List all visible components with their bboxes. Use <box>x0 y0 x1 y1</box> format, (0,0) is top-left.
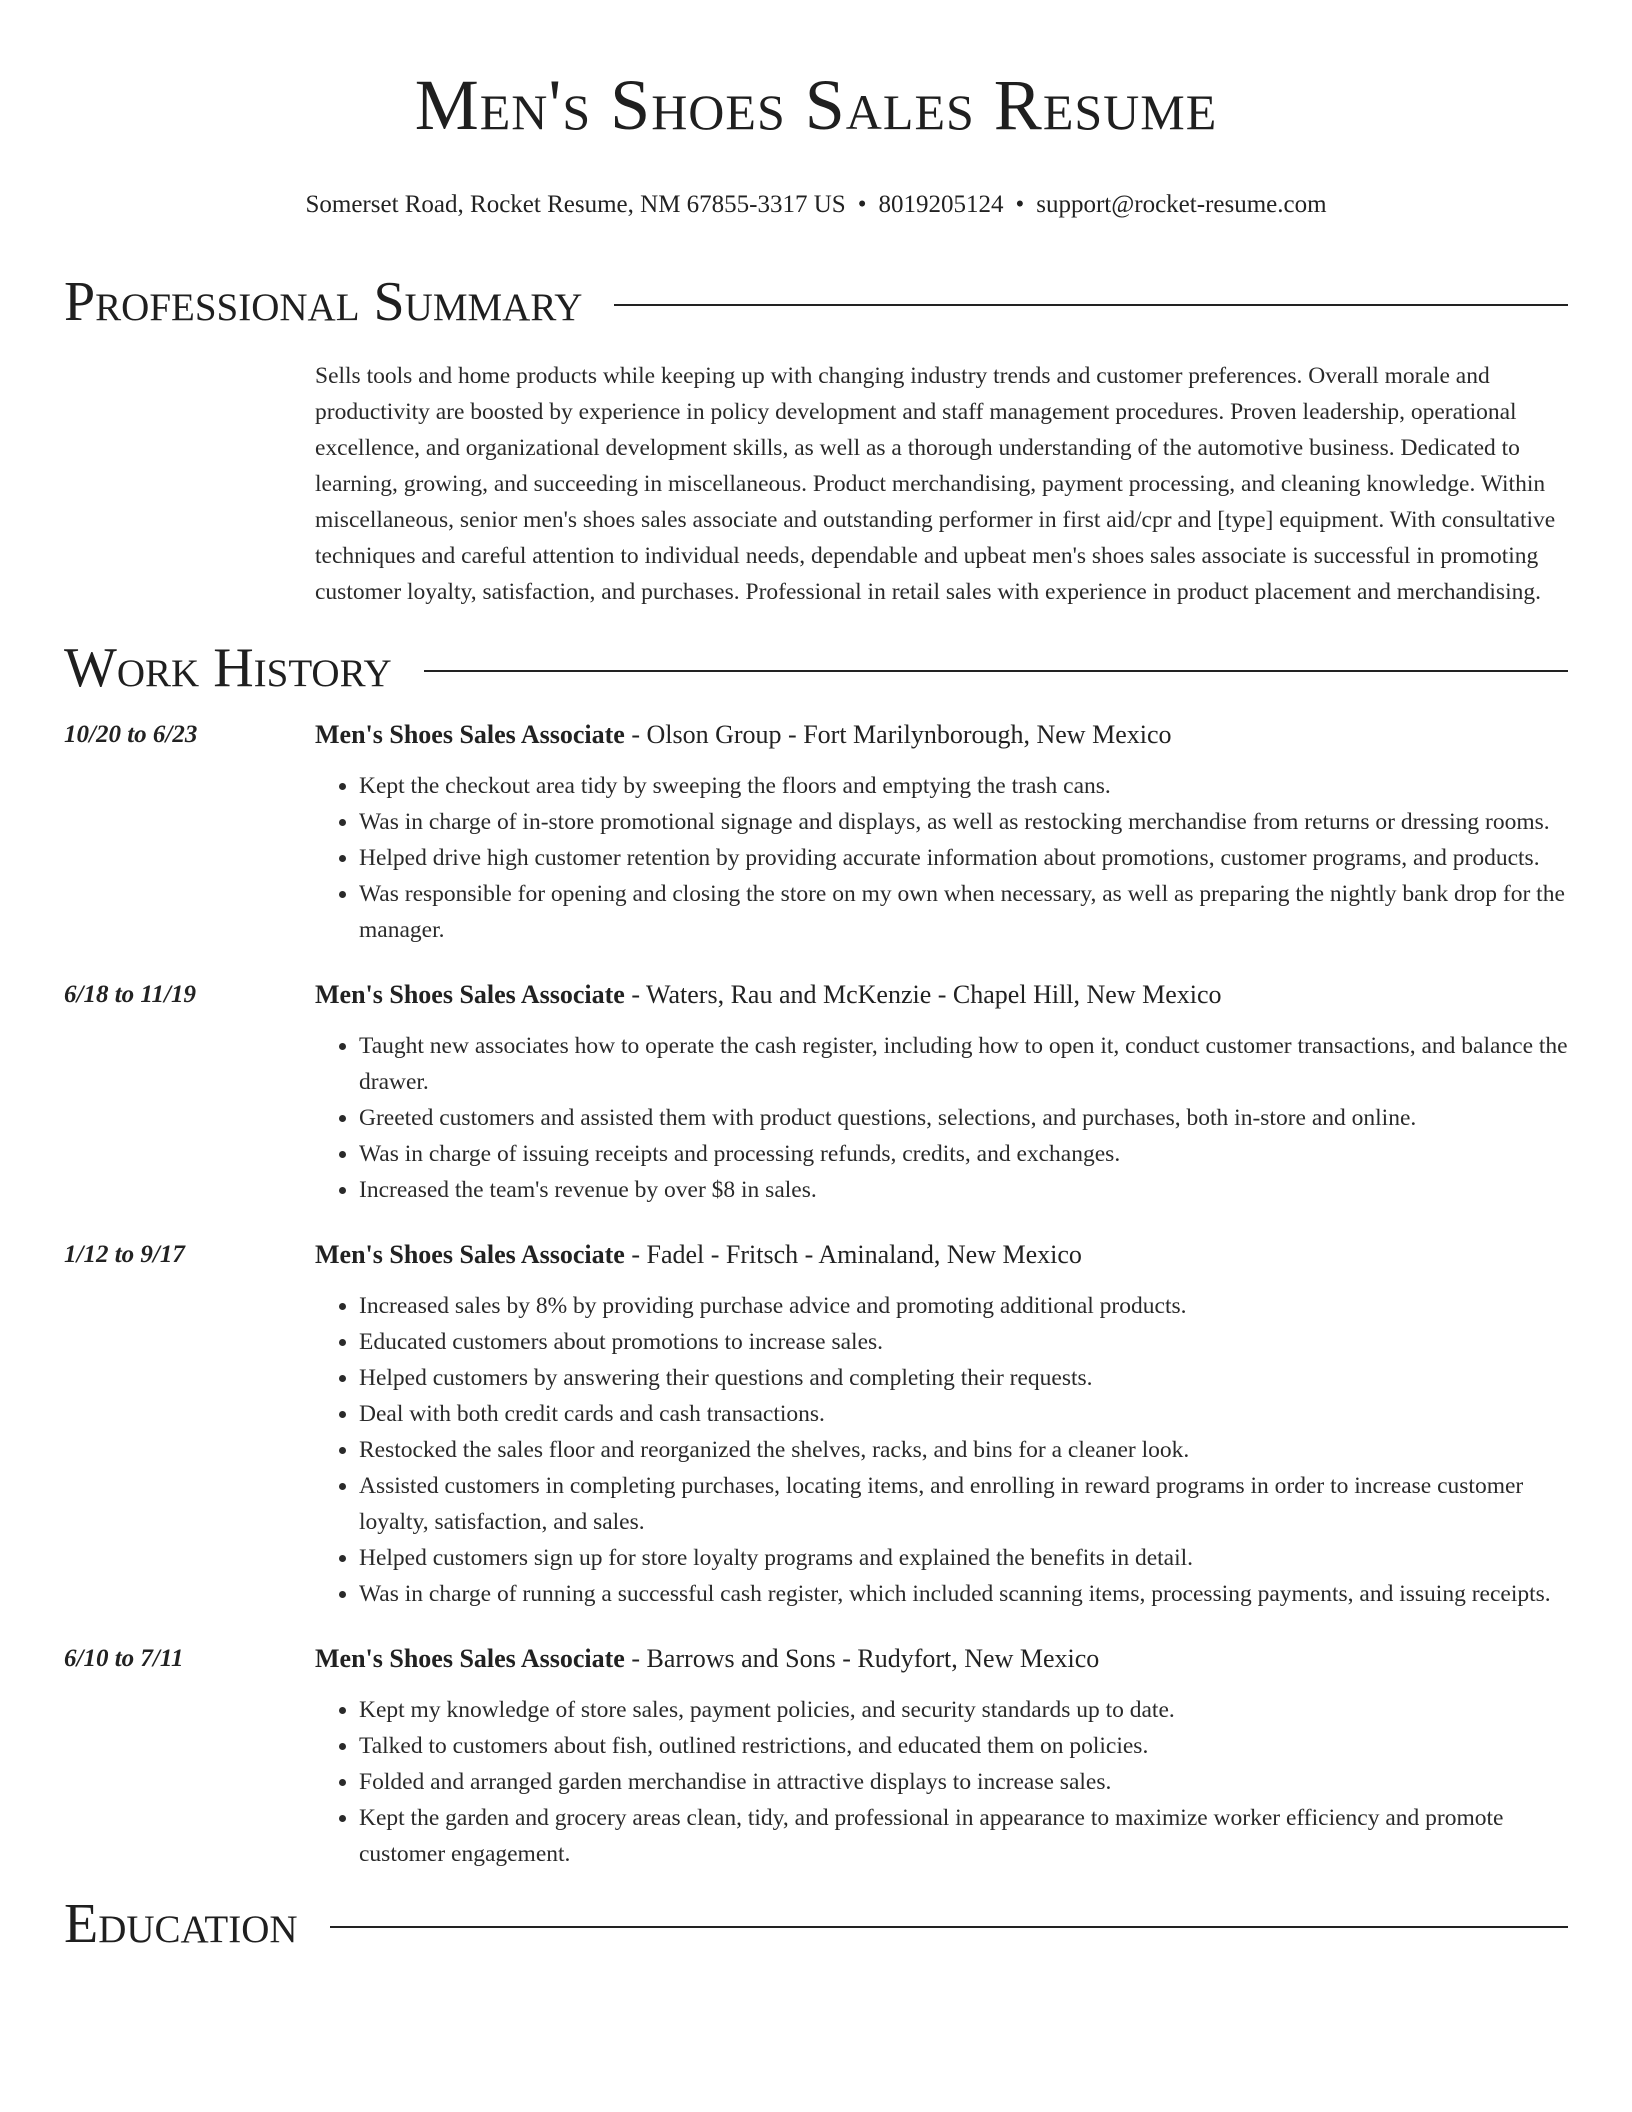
job-dates: 6/18 to 11/19 <box>64 981 196 1008</box>
job-bullet-list <box>315 1692 1568 1872</box>
job-bullet: • Was in charge of running a successful cash register, which included scanning items, processing payments, and issuing receipts. <box>359 1576 1568 1612</box>
job-bullet: • Helped customers by answering their questions and completing their requests. <box>359 1360 1568 1396</box>
job-dates: 6/10 to 7/11 <box>64 1645 184 1672</box>
job-title: Men's Shoes Sales Associate <box>315 1240 625 1269</box>
job-bullet: • Assisted customers in completing purchases, locating items, and enrolling in reward programs in order to increase customer loyalty, satisfaction, and sales. <box>359 1468 1568 1540</box>
contact-line <box>64 190 1568 220</box>
job-heading <box>315 1238 1568 1272</box>
resume-page <box>64 0 1568 1956</box>
job-dates: 10/20 to 6/23 <box>64 721 198 748</box>
job-heading <box>315 978 1568 1012</box>
contact-separator: • <box>1015 191 1025 218</box>
contact-phone: 8019205124 <box>878 191 1004 218</box>
job-bullet: • Was responsible for opening and closing the store on my own when necessary, as well as preparing the nightly bank drop for the manager. <box>359 876 1568 948</box>
job-entry <box>64 1642 1568 1872</box>
work-history-list <box>64 718 1568 1872</box>
job-title: Men's Shoes Sales Associate <box>315 980 625 1009</box>
job-bullet: • Increased the team's revenue by over $8 in sales. <box>359 1172 1568 1208</box>
section-divider <box>424 670 1568 672</box>
job-bullet-list <box>315 1028 1568 1208</box>
job-body <box>315 978 1568 1208</box>
job-bullet-list <box>315 1288 1568 1612</box>
job-heading <box>315 718 1568 752</box>
job-bullet: • Educated customers about promotions to increase sales. <box>359 1324 1568 1360</box>
job-bullet: • Increased sales by 8% by providing purchase advice and promoting additional products. <box>359 1288 1568 1324</box>
section-heading-work-history <box>64 636 1568 700</box>
job-body <box>315 1642 1568 1872</box>
section-heading-education <box>64 1892 1568 1956</box>
job-entry <box>64 978 1568 1208</box>
job-bullet: • Taught new associates how to operate the cash register, including how to open it, conduct customer transactions, and balance the drawer. <box>359 1028 1568 1100</box>
job-employer-location: - Barrows and Sons - Rudyfort, New Mexico <box>624 1644 1100 1673</box>
job-heading <box>315 1642 1568 1676</box>
job-entry <box>64 718 1568 948</box>
job-bullet: • Deal with both credit cards and cash transactions. <box>359 1396 1568 1432</box>
section-heading-label: Professional Summary <box>64 271 583 333</box>
summary-text: Sells tools and home products while keeping up with changing industry trends and customer preferences. Overall morale and productivity are boosted by experience in policy development and staff management procedures. Proven leadership, operational excellence, and organizational development skills, as well as a thorough understanding of the automotive business. Dedicated to learning, growing, and succeeding in miscellaneous. Product merchandising, payment processing, and cleaning knowledge. Within miscellaneous, senior men's shoes sales associate and outstanding performer in first aid/cpr and [type] equipment. With consultative techniques and careful attention to individual needs, dependable and upbeat men's shoes sales associate is successful in promoting customer loyalty, satisfaction, and purchases. Professional in retail sales with experience in product placement and merchandising. <box>315 363 1556 605</box>
job-body <box>315 718 1568 948</box>
job-body <box>315 1238 1568 1612</box>
section-heading-label: Education <box>64 1893 298 1955</box>
job-bullet: • Was in charge of issuing receipts and processing refunds, credits, and exchanges. <box>359 1136 1568 1172</box>
job-bullet: • Kept my knowledge of store sales, payment policies, and security standards up to date. <box>359 1692 1568 1728</box>
job-bullet: • Helped customers sign up for store loyalty programs and explained the benefits in detail. <box>359 1540 1568 1576</box>
job-bullet: • Kept the checkout area tidy by sweeping the floors and emptying the trash cans. <box>359 768 1568 804</box>
job-employer-location: - Fadel - Fritsch - Aminaland, New Mexico <box>624 1240 1082 1269</box>
section-divider <box>330 1926 1568 1928</box>
section-divider <box>614 304 1568 306</box>
job-bullet: • Restocked the sales floor and reorganized the shelves, racks, and bins for a cleaner look. <box>359 1432 1568 1468</box>
job-employer-location: - Olson Group - Fort Marilynborough, New Mexico <box>624 720 1172 749</box>
job-bullet: • Kept the garden and grocery areas clean, tidy, and professional in appearance to maximize worker efficiency and promote customer engagement. <box>359 1800 1568 1872</box>
contact-address: Somerset Road, Rocket Resume, NM 67855-3317 US <box>305 191 846 218</box>
job-bullet: • Talked to customers about fish, outlined restrictions, and educated them on policies. <box>359 1728 1568 1764</box>
section-heading-summary <box>64 270 1568 334</box>
job-title: Men's Shoes Sales Associate <box>315 1644 625 1673</box>
job-bullet: • Folded and arranged garden merchandise in attractive displays to increase sales. <box>359 1764 1568 1800</box>
page-title: Men's Shoes Sales Resume <box>414 65 1218 145</box>
job-bullet: • Helped drive high customer retention by providing accurate information about promotions, customer programs, and products. <box>359 840 1568 876</box>
job-bullet: • Greeted customers and assisted them with product questions, selections, and purchases, both in-store and online. <box>359 1100 1568 1136</box>
contact-email: support@rocket-resume.com <box>1036 191 1327 218</box>
job-dates: 1/12 to 9/17 <box>64 1241 185 1268</box>
job-bullet: • Was in charge of in-store promotional signage and displays, as well as restocking merchandise from returns or dressing rooms. <box>359 804 1568 840</box>
job-bullet-list <box>315 768 1568 948</box>
section-heading-label: Work History <box>64 637 392 699</box>
contact-separator: • <box>857 191 867 218</box>
job-title: Men's Shoes Sales Associate <box>315 720 625 749</box>
job-entry <box>64 1238 1568 1612</box>
job-employer-location: - Waters, Rau and McKenzie - Chapel Hill, New Mexico <box>624 980 1222 1009</box>
